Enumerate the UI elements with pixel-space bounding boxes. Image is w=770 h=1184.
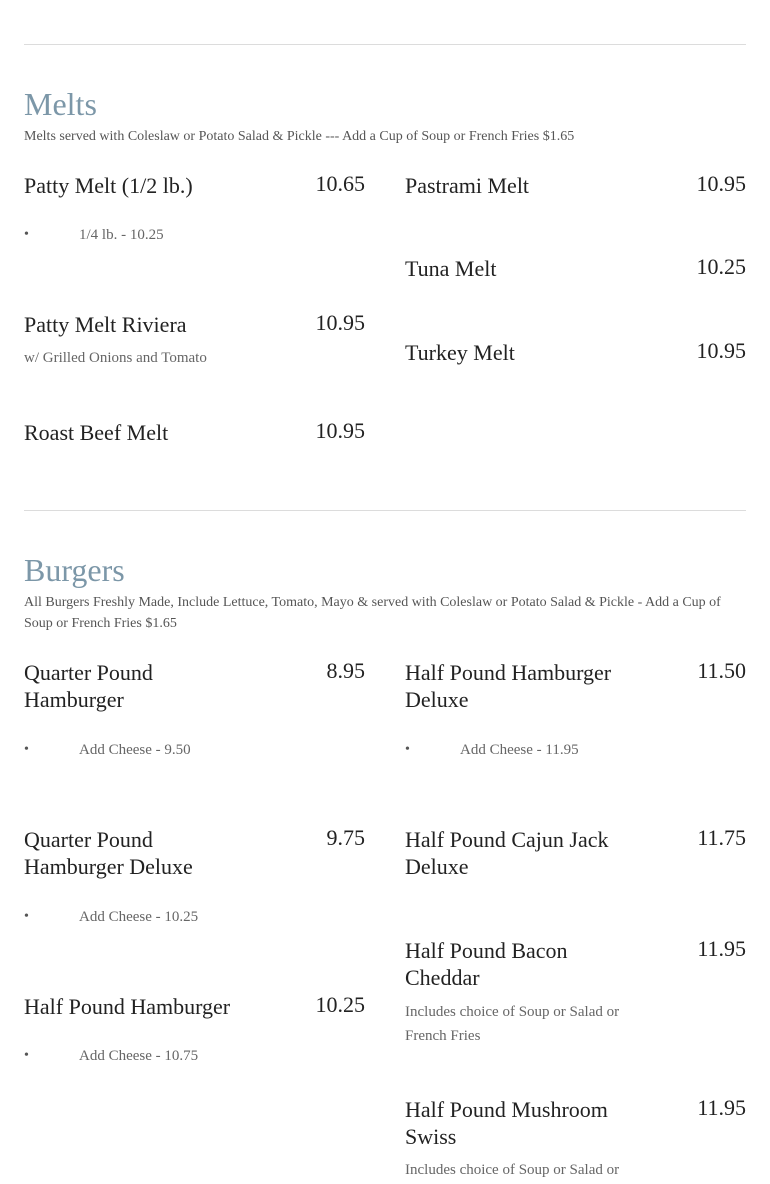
- item-name: Half Pound Hamburger Deluxe: [405, 660, 612, 712]
- item-price: 9.75: [326, 825, 365, 850]
- section-description-burgers: All Burgers Freshly Made, Include Lettuce, Tomato, Mayo & served with Coleslaw or Potato Salad & Pickle - Add a Cup of Soup or French Fries $1.65: [24, 595, 721, 631]
- item-price: 10.95: [696, 338, 746, 363]
- item-description: Includes choice of Soup or Salad or French Fries: [405, 1004, 620, 1044]
- item-price: 10.95: [315, 418, 365, 443]
- item-description: w/ Grilled Onions and Tomato: [24, 350, 207, 366]
- item-name: Half Pound Bacon Cheddar: [405, 938, 568, 990]
- item-name: Quarter Pound Hamburger Deluxe: [24, 827, 193, 879]
- item-name: Turkey Melt: [405, 340, 515, 365]
- item-price: 10.25: [696, 254, 746, 279]
- item-name: Half Pound Hamburger: [24, 994, 231, 1019]
- item-name: Patty Melt (1/2 lb.): [24, 173, 193, 198]
- item-name: Half Pound Mushroom Swiss: [405, 1097, 608, 1149]
- item-name: Pastrami Melt: [405, 173, 530, 198]
- item-name: Tuna Melt: [405, 256, 497, 281]
- item-option: • Add Cheese - 10.25: [24, 907, 198, 927]
- item-description: Includes choice of Soup or Salad or: [405, 1162, 620, 1178]
- item-price: 10.95: [315, 310, 365, 335]
- item-price: 11.95: [697, 936, 746, 961]
- item-option: • Add Cheese - 11.95: [405, 740, 579, 760]
- item-price: 11.75: [697, 825, 746, 850]
- divider: [24, 510, 746, 511]
- item-price: 11.95: [697, 1095, 746, 1120]
- item-name: Patty Melt Riviera: [24, 312, 187, 337]
- item-price: 10.25: [315, 992, 365, 1017]
- item-option: • Add Cheese - 10.75: [24, 1046, 198, 1066]
- section-title-melts: Melts: [24, 86, 97, 122]
- item-price: 10.65: [315, 171, 365, 196]
- item-name: Quarter Pound Hamburger: [24, 660, 153, 712]
- item-option: • 1/4 lb. - 10.25: [24, 225, 164, 245]
- item-price: 8.95: [326, 658, 365, 683]
- section-description-melts: Melts served with Coleslaw or Potato Salad & Pickle --- Add a Cup of Soup or French Fries $1.65: [24, 129, 575, 144]
- item-option: • Add Cheese - 9.50: [24, 740, 191, 760]
- divider: [24, 44, 746, 45]
- item-price: 11.50: [697, 658, 746, 683]
- item-name: Half Pound Cajun Jack Deluxe: [405, 827, 609, 879]
- section-title-burgers: Burgers: [24, 552, 125, 588]
- item-name: Roast Beef Melt: [24, 420, 169, 445]
- item-price: 10.95: [696, 171, 746, 196]
